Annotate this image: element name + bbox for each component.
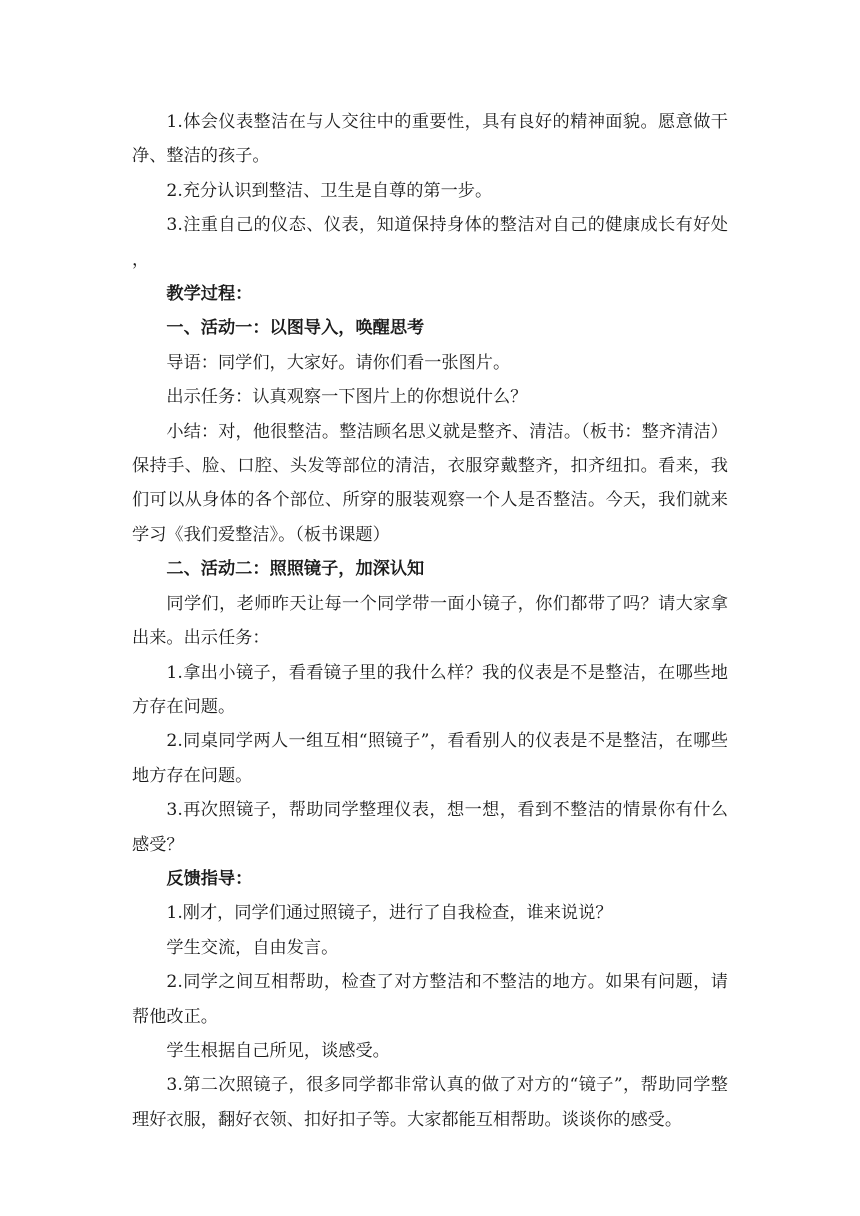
heading-feedback: 反馈指导：: [166, 868, 253, 889]
document-page: [132, 105, 728, 1137]
feedback-item-1: 1.刚才，同学们通过照镜子，进行了自我检查，谁来说说？: [166, 903, 613, 924]
paragraph-introduction: 导语：同学们，大家好。请你们看一张图片。: [166, 352, 511, 373]
objective-1: 1.体会仪表整洁在与人交往中的重要性，具有良好的精神面貌。愿意做干净、整洁的孩子。: [132, 112, 728, 167]
heading-activity-1: 一、活动一：以图导入，唤醒思考: [166, 318, 425, 339]
task-item-3: 3.再次照镜子，帮助同学整理仪表，想一想，看到不整洁的情景你有什么感受？: [132, 800, 728, 855]
heading-activity-2: 二、活动二：照照镜子，加深认知: [166, 559, 425, 580]
feedback-item-2: 2.同学之间互相帮助，检查了对方整洁和不整洁的地方。如果有问题，请帮他改正。: [132, 972, 728, 1027]
feedback-response-1: 学生交流，自由发言。: [166, 937, 339, 958]
paragraph-summary: 小结：对，他很整洁。整洁顾名思义就是整齐、清洁。（板书：整齐清洁）保持手、脸、口腔、头发等部位的清洁，衣服穿戴整齐，扣齐纽扣。看来，我们可以从身体的各个部位、所穿的服装观察一个人是否整洁。今天，我们就来学习《我们爱整洁》。（板书课题）: [132, 421, 728, 545]
task-item-1: 1.拿出小镜子，看看镜子里的我什么样？我的仪表是不是整洁，在哪些地方存在问题。: [132, 662, 728, 717]
paragraph-task: 出示任务：认真观察一下图片上的你想说什么？: [166, 387, 528, 408]
paragraph-mirror-intro: 同学们，老师昨天让每一个同学带一面小镜子，你们都带了吗？请大家拿出来。出示任务：: [132, 593, 728, 649]
feedback-response-2: 学生根据自己所见，谈感受。: [166, 1040, 390, 1061]
feedback-item-3: 3.第二次照镜子，很多同学都非常认真的做了对方的“镜子”，帮助同学整理好衣服，翻好衣领、扣好扣子等。大家都能互相帮助。谈谈你的感受。: [132, 1075, 728, 1130]
task-item-2: 2.同桌同学两人一组互相“照镜子”，看看别人的仪表是不是整洁，在哪些地方存在问题。: [132, 731, 728, 786]
objective-2: 2.充分认识到整洁、卫生是自尊的第一步。: [166, 180, 493, 201]
objective-3: 3.注重自己的仪态、仪表，知道保持身体的整洁对自己的健康成长有好处，: [132, 215, 728, 270]
heading-teaching-process: 教学过程：: [166, 284, 253, 305]
